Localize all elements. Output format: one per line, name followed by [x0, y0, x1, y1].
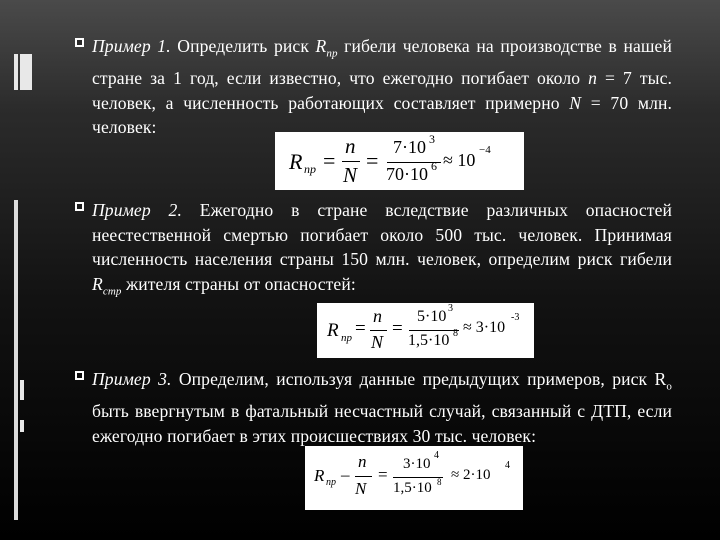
formula-3: R пр – n N = 3·10 4 1,5·10 8 ≈ 2·10 4	[305, 446, 523, 510]
example-2-label: Пример 2.	[92, 200, 182, 220]
formula-1: R пр = n N = 7·10 3 70·10 6 ≈ 10 −4	[275, 132, 524, 190]
deco-bar-4	[20, 380, 24, 400]
deco-bar-1	[14, 54, 18, 90]
bullet-icon	[75, 371, 84, 380]
bullet-icon	[75, 202, 84, 211]
formula-2: R пр = n N = 5·10 3 1,5·10 8 ≈ 3·10 -3	[317, 303, 534, 358]
example-1-label: Пример 1.	[92, 36, 171, 56]
example-1	[92, 34, 672, 140]
example-2-text: Пример 2. Ежегодно в стране вследствие различных опасностей неестественной смертью погибает около 500 тыс. человек. Принимая численность населения страны 150 млн. человек, определим риск гибели $R_{стр}$ жителя страны от опасностей:	[92, 200, 672, 298]
deco-bar-3	[14, 200, 18, 520]
deco-bar-2	[20, 54, 32, 90]
example-3	[92, 367, 672, 448]
example-3-text: Пример 3. Определим, используя данные предыдущих примеров, риск $R_о$ быть ввергнутым в фатальный несчастный случай, связанный с ДТП, если ежегодно погибает в этих происшествиях 30 тыс. человек:	[92, 369, 672, 446]
example-1-text: Пример 1. Определить риск $R_{пр}$ гибели человека на производстве в нашей стране за 1 год, если известно, что ежегодно погибает около n = 7 тыс. человек, а численность работающих составляет примерно N = 70 млн. человек:	[92, 36, 673, 138]
example-2	[92, 198, 672, 304]
deco-bar-5	[20, 420, 24, 432]
example-3-label: Пример 3.	[92, 369, 172, 389]
decorative-bars	[0, 0, 60, 540]
bullet-icon	[75, 38, 84, 47]
